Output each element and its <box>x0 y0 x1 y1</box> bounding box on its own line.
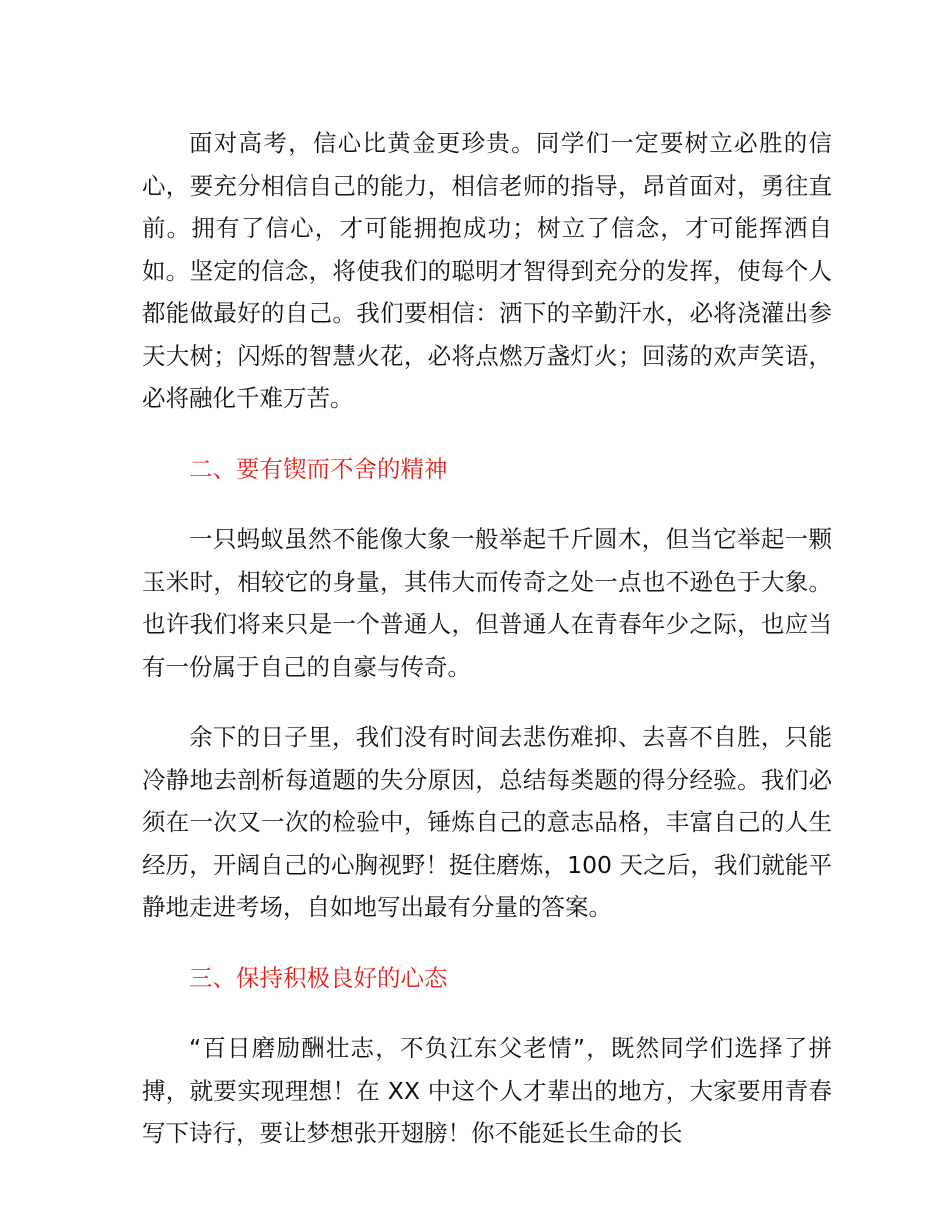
section-heading-perseverance: 二、要有锲而不舍的精神 <box>189 454 448 483</box>
paragraph-ant: 一只蚂蚁虽然不能像大象一般举起千斤圆木，但当它举起一颗玉米时，相较它的身量，其伟大而传奇之处一点也不逊色于大象。也许我们将来只是一个普通人，但普通人在青春年少之际，也应当有一份属于自己的自豪与传奇。 <box>142 525 832 681</box>
document-body <box>142 122 832 1183</box>
paragraph-remaining-days: 余下的日子里，我们没有时间去悲伤难抑、去喜不自胜，只能冷静地去剖析每道题的失分原因，总结每类题的得分经验。我们必须在一次又一次的检验中，锤炼自己的意志品格，丰富自己的人生经历，开阔自己的心胸视野！挺住磨炼，100 天之后，我们就能平静地走进考场，自如地写出最有分量的答案。 <box>142 723 832 921</box>
section-heading-mindset: 三、保持积极良好的心态 <box>189 963 448 992</box>
paragraph-confidence: 面对高考，信心比黄金更珍贵。同学们一定要树立必胜的信心，要充分相信自己的能力，相信老师的指导，昂首面对，勇往直前。拥有了信心，才可能拥抱成功；树立了信念，才可能挥洒自如。坚定的信念，将使我们的聪明才智得到充分的发挥，使每个人都能做最好的自己。我们要相信：洒下的辛勤汗水，必将浇灌出参天大树；闪烁的智慧火花，必将点燃万盏灯火；回荡的欢声笑语，必将融化千难万苦。 <box>142 129 832 412</box>
paragraph-hundred-days: “百日磨励酬壮志，不负江东父老情”，既然同学们选择了拼搏，就要实现理想！在 XX 中这个人才辈出的地方，大家要用青春写下诗行，要让梦想张开翅膀！你不能延长生命的长 <box>142 1034 832 1147</box>
